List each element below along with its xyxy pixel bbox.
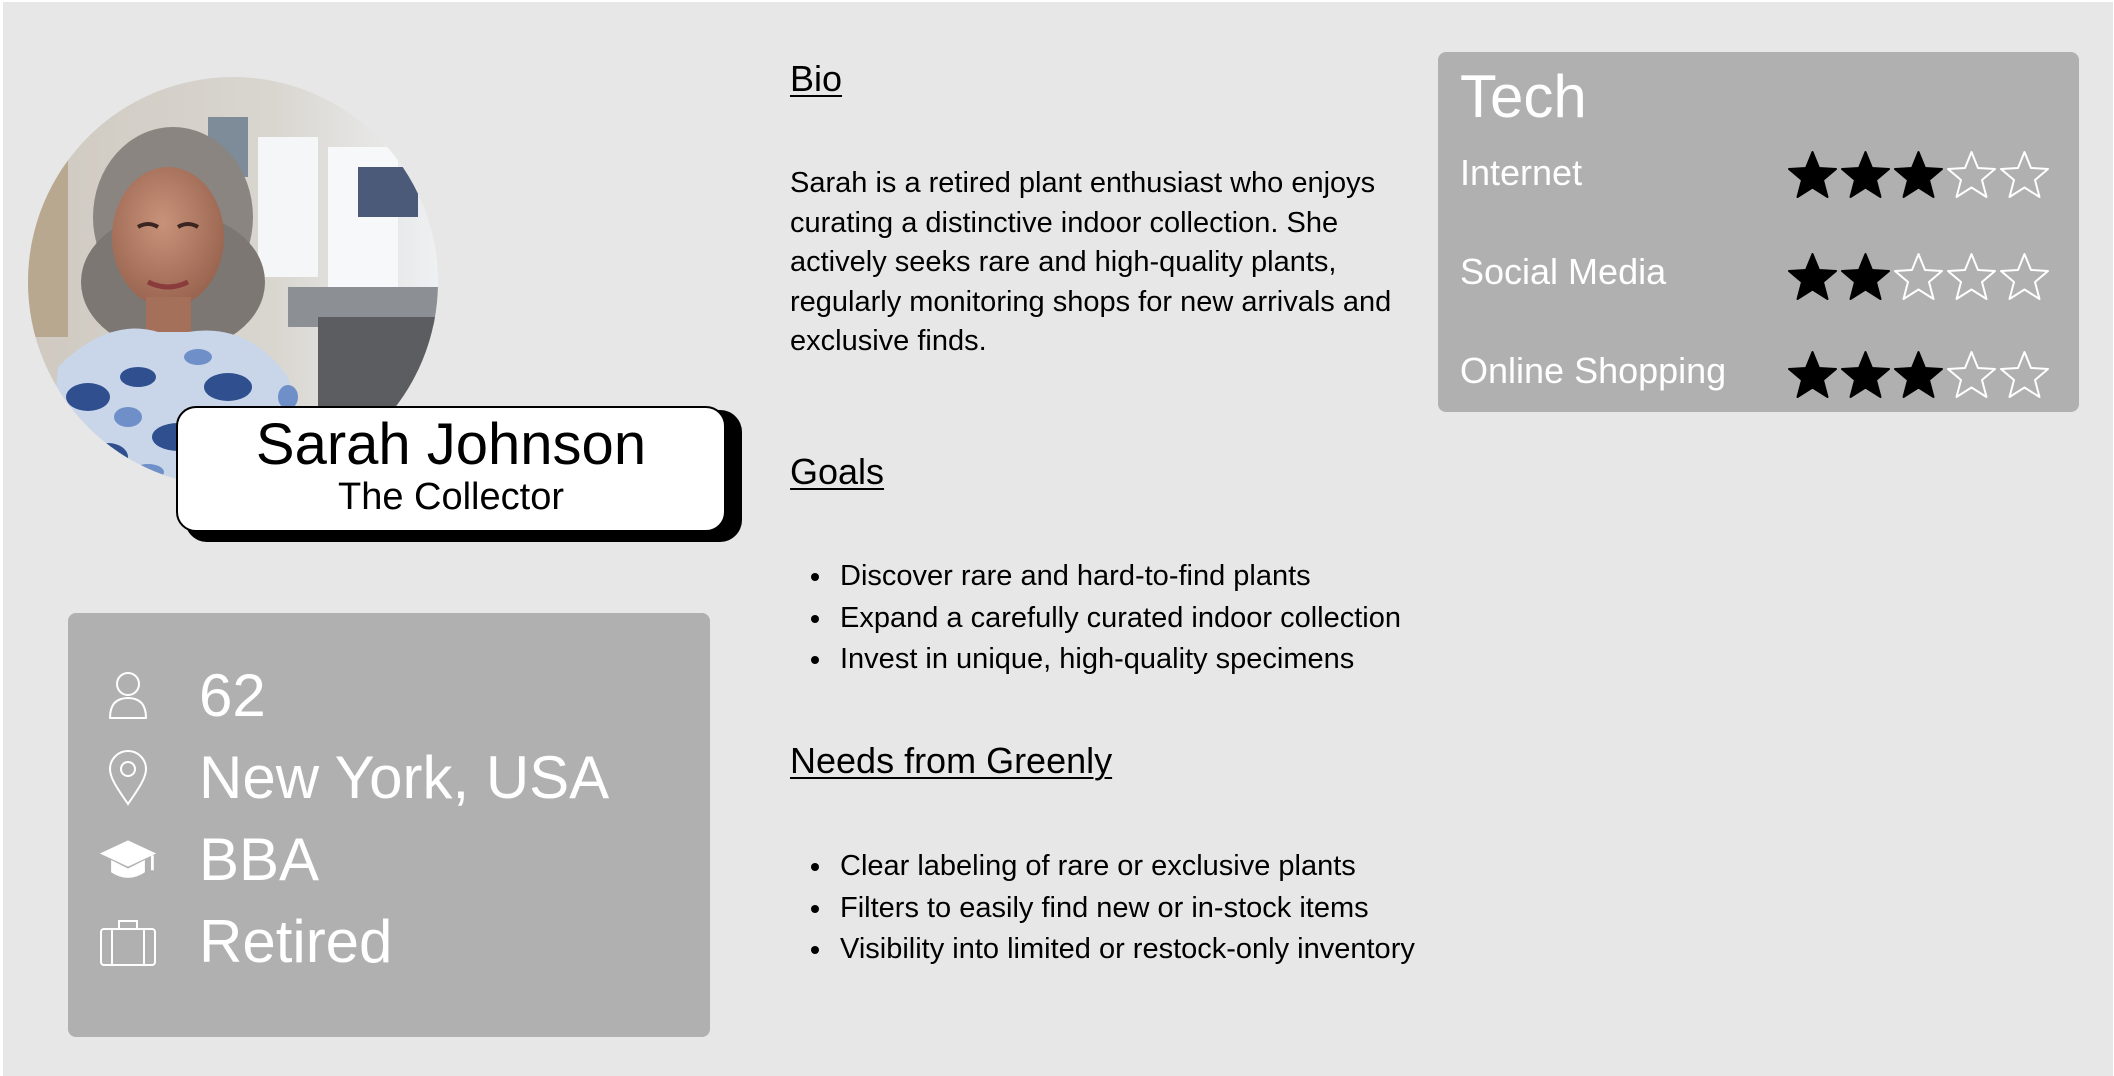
bio-text: Sarah is a retired plant enthusiast who enjoys curating a distinctive indoor collection. She actively seeks rare and high-quality plants, regularly monitoring shops for new arrivals and exclusive finds. bbox=[790, 167, 1392, 357]
location-value: New York, USA bbox=[199, 744, 610, 811]
star-rating-online-shopping bbox=[1786, 350, 2051, 400]
star-rating-internet bbox=[1786, 150, 2051, 200]
tech-label-internet: Internet bbox=[1460, 152, 1583, 193]
needs-heading: Needs from Greenly bbox=[790, 740, 1113, 781]
person-icon bbox=[98, 666, 158, 726]
occupation-value: Retired bbox=[199, 908, 393, 975]
star-empty-icon bbox=[1998, 350, 2051, 400]
persona-page bbox=[3, 2, 2113, 1076]
star-filled-icon bbox=[1786, 350, 1839, 400]
star-empty-icon bbox=[1892, 252, 1945, 302]
location-pin-icon bbox=[98, 748, 158, 808]
star-rating-social-media bbox=[1786, 252, 2051, 302]
list-item: Discover rare and hard-to-find plants bbox=[840, 556, 1401, 598]
demographics-panel bbox=[68, 613, 710, 1037]
graduation-cap-icon bbox=[98, 830, 158, 890]
list-item: Expand a carefully curated indoor collection bbox=[840, 598, 1401, 640]
age-value: 62 bbox=[199, 662, 266, 729]
list-item: Invest in unique, high-quality specimens bbox=[840, 639, 1401, 681]
persona-role: The Collector bbox=[338, 476, 564, 518]
star-empty-icon bbox=[1945, 150, 1998, 200]
star-empty-icon bbox=[1998, 252, 2051, 302]
star-empty-icon bbox=[1945, 350, 1998, 400]
goals-list bbox=[790, 556, 1401, 681]
list-item: Visibility into limited or restock-only inventory bbox=[840, 929, 1415, 971]
star-filled-icon bbox=[1892, 150, 1945, 200]
tech-panel bbox=[1438, 52, 2079, 412]
needs-list bbox=[790, 846, 1415, 971]
goals-heading: Goals bbox=[790, 451, 885, 492]
persona-name: Sarah Johnson bbox=[255, 412, 647, 477]
briefcase-icon bbox=[98, 912, 158, 972]
name-card bbox=[176, 406, 726, 532]
star-filled-icon bbox=[1786, 150, 1839, 200]
list-item: Clear labeling of rare or exclusive plants bbox=[840, 846, 1415, 888]
star-empty-icon bbox=[1998, 150, 2051, 200]
star-filled-icon bbox=[1786, 252, 1839, 302]
star-filled-icon bbox=[1839, 252, 1892, 302]
tech-label-online-shopping: Online Shopping bbox=[1460, 350, 1727, 391]
tech-title: Tech bbox=[1460, 63, 1587, 130]
bio-heading: Bio bbox=[790, 58, 843, 99]
star-filled-icon bbox=[1839, 150, 1892, 200]
tech-label-social-media: Social Media bbox=[1460, 251, 1667, 292]
education-value: BBA bbox=[199, 826, 320, 893]
star-filled-icon bbox=[1892, 350, 1945, 400]
star-filled-icon bbox=[1839, 350, 1892, 400]
star-empty-icon bbox=[1945, 252, 1998, 302]
list-item: Filters to easily find new or in-stock items bbox=[840, 888, 1415, 930]
